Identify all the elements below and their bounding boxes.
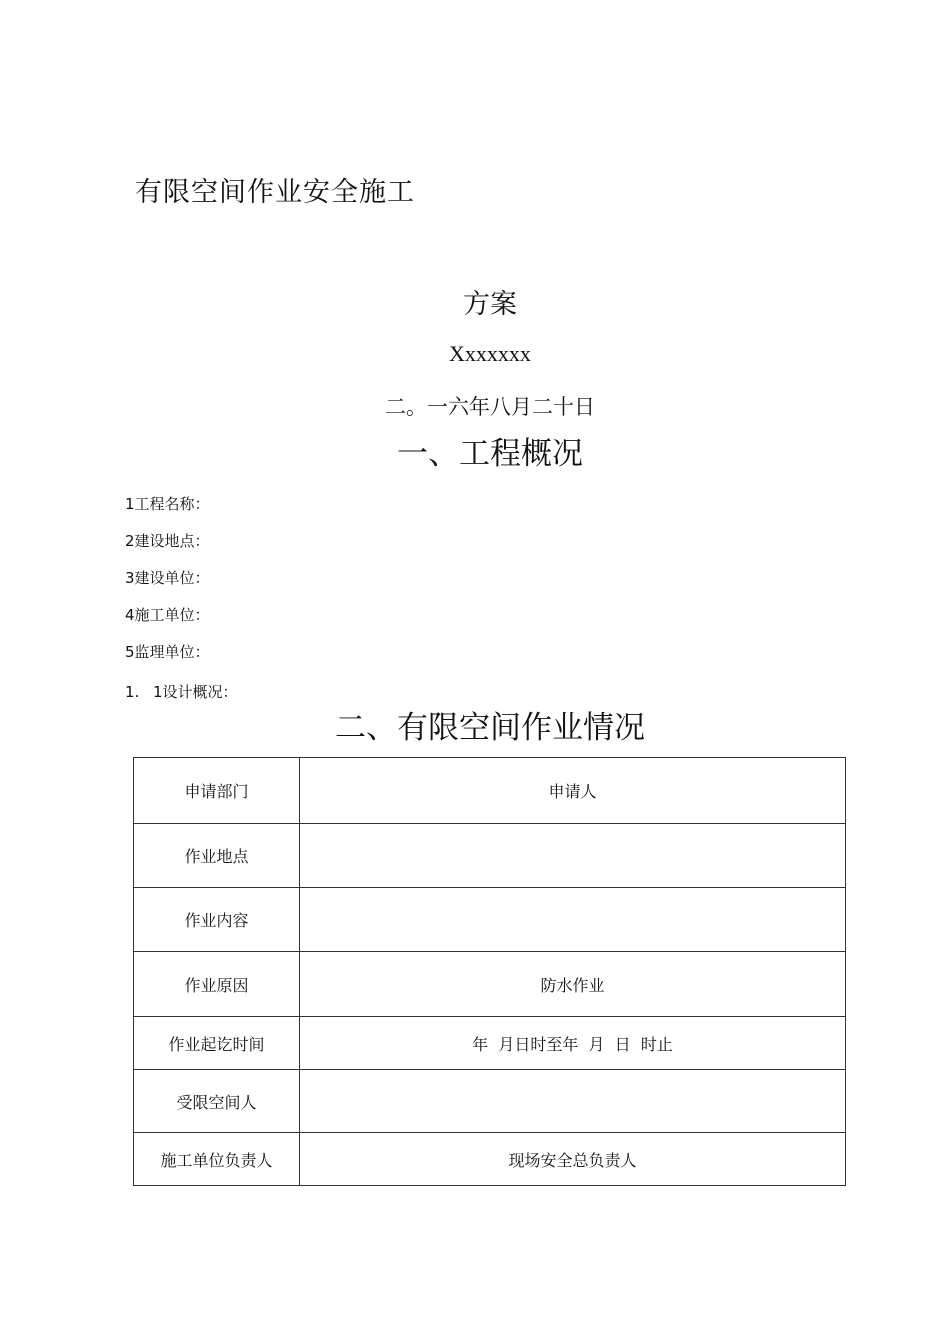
table-value-cell: 防水作业 <box>300 952 846 1017</box>
design-overview-item <box>125 681 238 702</box>
company-name: Xxxxxxx <box>449 341 531 366</box>
table-value-cell <box>300 824 846 888</box>
info-developer: 3建设单位： <box>125 569 210 587</box>
table-value-cell <box>300 888 846 952</box>
table-row <box>134 888 846 952</box>
section-heading-confined-space: 二、有限空间作业情况 <box>335 710 645 746</box>
section-heading-overview: 一、工程概况 <box>397 436 583 472</box>
document-title-continued: 方案 <box>463 289 517 320</box>
info-supervisor: 5监理单位： <box>125 643 210 661</box>
table-row <box>134 1017 846 1070</box>
list-number: 1. <box>125 683 140 701</box>
info-project-name: 1工程名称： <box>125 495 210 513</box>
table-value-cell: 年 月日时至年 月 日 时止 <box>300 1017 846 1070</box>
table-row <box>134 758 846 824</box>
work-info-table <box>133 757 846 1186</box>
table-label-cell: 申请部门 <box>134 758 300 824</box>
table-label-cell: 作业起讫时间 <box>134 1017 300 1070</box>
table-value-cell: 申请人 <box>300 758 846 824</box>
table-row <box>134 824 846 888</box>
document-title: 有限空间作业安全施工 <box>135 177 415 208</box>
info-construction-site: 2建设地点： <box>125 532 210 550</box>
table-label-cell: 作业原因 <box>134 952 300 1017</box>
table-label-cell: 施工单位负责人 <box>134 1133 300 1186</box>
table-label-cell: 受限空间人 <box>134 1070 300 1133</box>
table-value-cell: 现场安全总负责人 <box>300 1133 846 1186</box>
table-label-cell: 作业地点 <box>134 824 300 888</box>
table-label-cell: 作业内容 <box>134 888 300 952</box>
document-date: 二。一六年八月二十日 <box>385 395 595 419</box>
table-row <box>134 1070 846 1133</box>
table-row <box>134 952 846 1017</box>
table-row <box>134 1133 846 1186</box>
info-contractor: 4施工单位： <box>125 606 210 624</box>
design-overview-label: 1设计概况： <box>153 683 238 701</box>
table-value-cell <box>300 1070 846 1133</box>
